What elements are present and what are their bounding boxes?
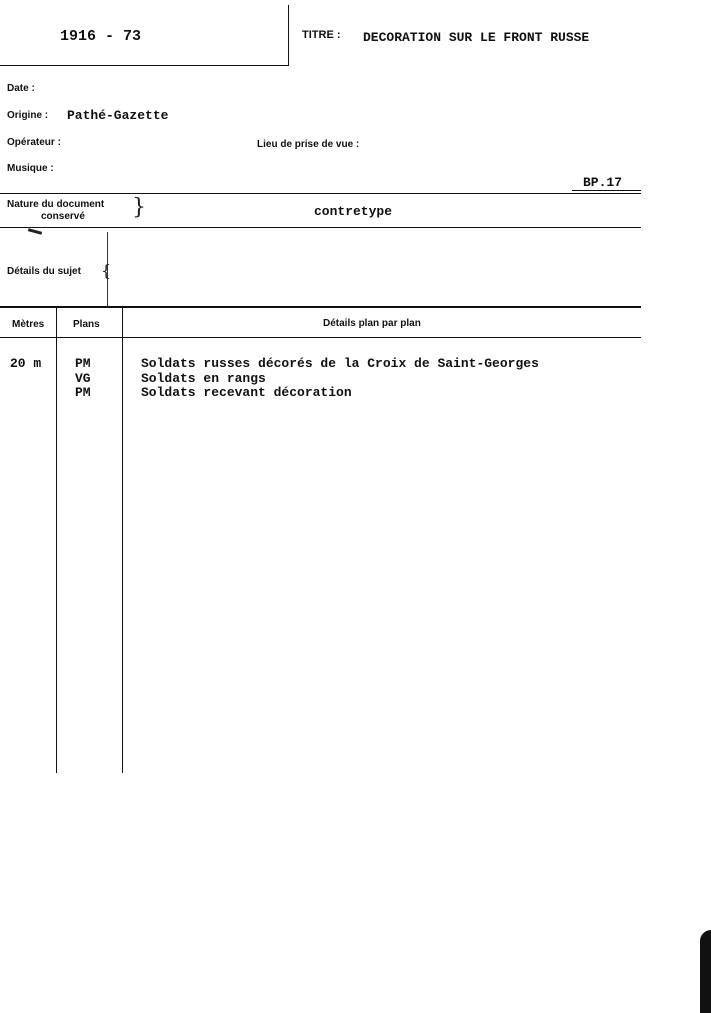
title-label: TITRE : xyxy=(302,29,341,41)
title-value: DECORATION SUR LE FRONT RUSSE xyxy=(363,30,590,45)
header-box-bottom-border xyxy=(0,65,289,66)
origine-value: Pathé-Gazette xyxy=(67,108,169,123)
ink-mark xyxy=(28,228,42,235)
table-row-detail: Soldats russes décorés de la Croix de Saint-Georges xyxy=(141,356,539,371)
table-row-plan: VG xyxy=(75,371,91,386)
lieu-label: Lieu de prise de vue : xyxy=(257,139,360,150)
nature-brace: } xyxy=(132,195,146,220)
table-row-plan: PM xyxy=(75,385,91,400)
col-header-plans: Plans xyxy=(73,319,100,330)
metres-value: 20 m xyxy=(10,356,42,371)
code-label: BP.17 xyxy=(583,175,623,190)
date-label: Date : xyxy=(7,83,35,94)
reference-number: 1916 - 73 xyxy=(60,28,142,45)
table-header-rule xyxy=(0,337,641,338)
musique-label: Musique : xyxy=(7,163,54,174)
table-row-detail: Soldats recevant décoration xyxy=(141,385,352,400)
table-row-detail: Soldats en rangs xyxy=(141,371,266,386)
col-divider-1 xyxy=(56,307,57,773)
table-top-rule xyxy=(0,306,641,308)
nature-top-rule xyxy=(0,193,641,194)
nature-value: contretype xyxy=(314,204,393,219)
page-edge-shadow xyxy=(700,930,711,1013)
origine-label: Origine : xyxy=(7,110,49,121)
code-underline xyxy=(572,190,641,191)
nature-label-line2: conservé xyxy=(41,211,85,222)
table-row-plan: PM xyxy=(75,356,91,371)
col-header-metres: Mètres xyxy=(12,319,45,330)
header-box-right-border xyxy=(288,5,289,65)
nature-bottom-rule xyxy=(0,227,641,228)
sujet-brace: { xyxy=(101,261,112,280)
sujet-label: Détails du sujet xyxy=(7,266,81,277)
col-divider-2 xyxy=(122,307,123,773)
operateur-label: Opérateur : xyxy=(7,137,61,148)
nature-label-line1: Nature du document xyxy=(7,199,105,210)
col-header-details: Détails plan par plan xyxy=(323,318,421,329)
